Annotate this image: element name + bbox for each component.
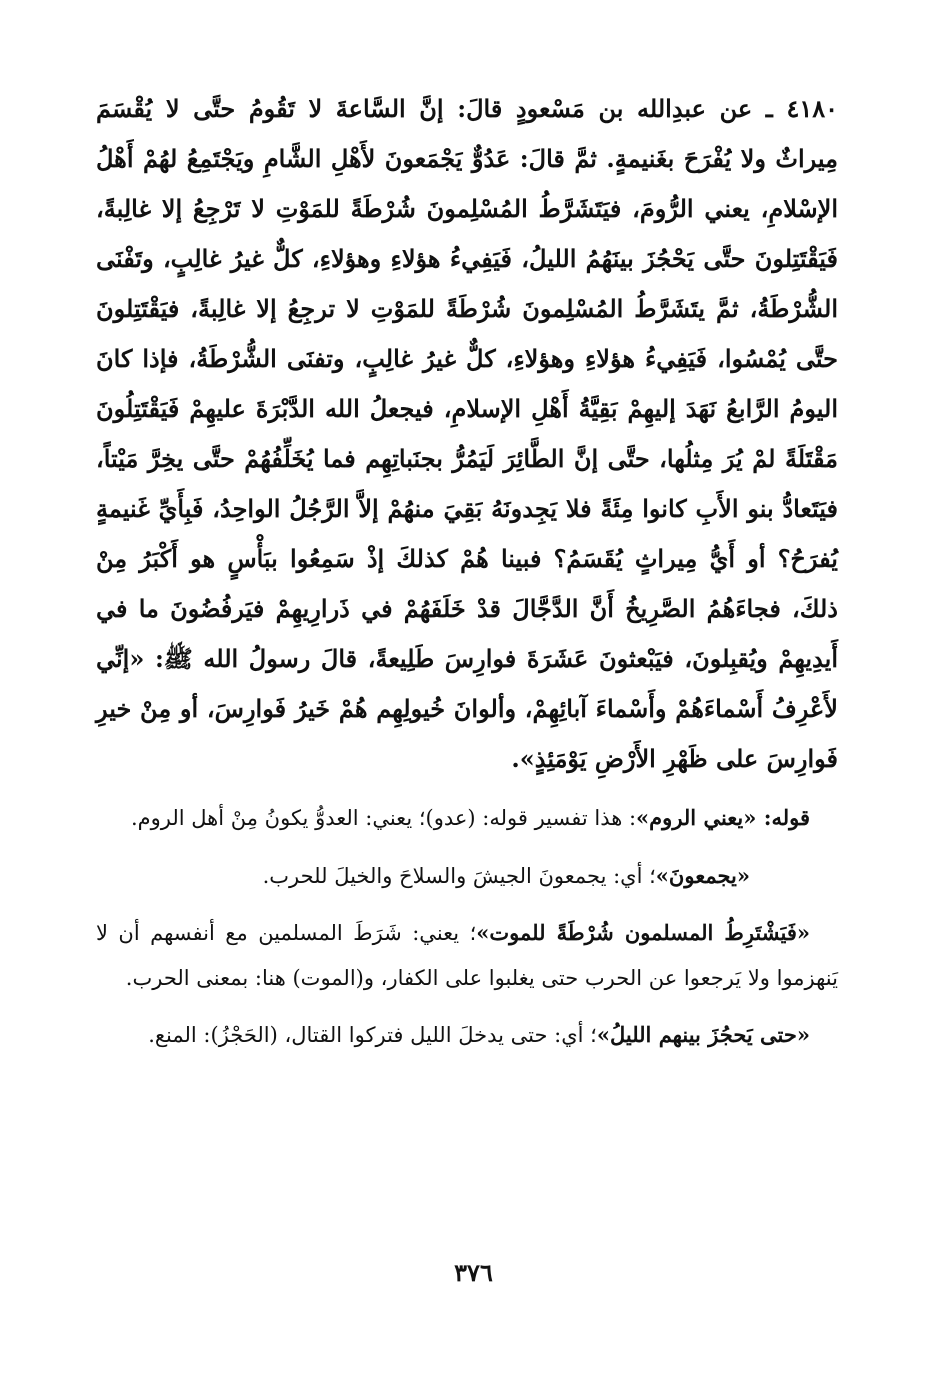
commentary-text: ؛ أي: يجمعونَ الجيشَ والسلاحَ والخيلَ للحرب. bbox=[262, 863, 656, 888]
commentary-paragraph bbox=[96, 911, 838, 1000]
commentary-text: ؛ أي: حتى يدخلَ الليل فتركوا القتال، (الحَجْزُ): المنع. bbox=[148, 1023, 597, 1047]
commentary-lemma: قوله: «يعني الروم» bbox=[636, 805, 810, 830]
page-number: ٣٧٦ bbox=[454, 1258, 493, 1287]
commentary-text: : هذا تفسير قوله: (عدو)؛ يعني: العدوُّ يكونُ مِنْ أهل الروم. bbox=[130, 806, 637, 830]
hadith-paragraph bbox=[96, 84, 838, 784]
commentary-paragraph bbox=[96, 796, 838, 841]
commentary-lemma: «فَيَشْتَرِطُ المسلمون شُرْطَةً للموت» bbox=[476, 920, 810, 945]
commentary-section bbox=[96, 796, 838, 1071]
hadith-text: ـ عن عبدِالله بن مَسْعودٍ قالَ: إنَّ السَّاعةَ لا تَقُومُ حتَّى لا يُقْسَمَ مِيراثٌ ولا يُفْرَحَ بغَنيمةٍ. ثمَّ قالَ: عَدُوٌّ يَجْمَعونَ لأَهْلِ الشَّامِ ويَجْتَمِعُ لهُمْ أَهْلُ الإسْلامِ، يعني الرُّومَ، فيَتَشَرَّطُ المُسْلِمونَ شُرْطَةً للمَوْتِ لا تَرْجِعُ إلا غالِبةً، فَيَقْتَتِلونَ حتَّى يَحْجُزَ بينَهُمُ الليلُ، فَيَفِيءُ هؤلاءِ وهؤلاءِ، كلٌّ غيرُ غالِبٍ، وتَفْنَى الشُّرْطَةُ، ثمَّ يتَشَرَّطُ المُسْلِمونَ شُرْطَةً للمَوْتِ لا ترجِعُ إلا غالِبةً، فيَقْتَتِلونَ حتَّى يُمْسُوا، فَيَفِيءُ هؤلاءِ وهؤلاءِ، كلٌّ غيرُ غالِبٍ، وتفنَى الشُّرْطَةُ، فإذا كانَ اليومُ الرَّابعُ نَهَدَ إليهِمْ بَقِيَّةُ أَهْلِ الإسلامِ، فيجعلُ الله الدَّبْرَةَ عليهِمْ فَيَقْتَتِلُونَ مَقْتَلَةً لمْ يُرَ مِثلُها، حتَّى إنَّ الطَّائِرَ لَيَمُرُّ بجنَباتِهِم فما يُخَلِّفُهُمْ حتَّى يخِرَّ مَيْتاً، فيَتَعادُّ بنو الأَبِ كانوا مِئَةً فلا يَجِدونَهُ بَقِيَ منهُمْ إلاَّ الرَّجُلُ الواحِدُ، فَبِأَيِّ غَنيمةٍ يُفرَحُ؟ أو أَيُّ مِيراثٍ يُقَسَمُ؟ فبينا هُمْ كذلكَ إذْ سَمِعُوا ببَأْسٍ هو أَكْبَرُ مِنْ ذلكَ، فجاءَهُمُ الصَّرِيخُ أَنَّ الدَّجَّالَ قدْ خَلَفَهُمْ في ذَرارِيهِمْ فيَرفُضُونَ ما في أَيدِيهِمْ ويُقبِلونَ، فيَبْعثونَ عَشَرَةَ فوارِسَ طَلِيعةً، قالَ رسولُ الله ﷺ: «إنِّي لأَعْرِفُ أَسْماءَهُمْ وأَسْماءَ آبائِهِمْ، وألوانَ خُيولِهِم هُمْ خَيرُ فَوارِسَ، أو مِنْ خيرِ فَوارِسَ على ظَهْرِ الأَرْضِ يَوْمَئِذٍ». bbox=[96, 94, 839, 773]
commentary-lemma: «حتى يَحجُزَ بينهم الليلُ» bbox=[596, 1022, 810, 1047]
commentary-text: ؛ يعني: شَرَطَ المسلمين مع أنفسهم أن لا يَنهزموا ولا يَرجعوا عن الحرب حتى يغلبوا على الكفار، و(الموت) هنا: بمعنى الحرب. bbox=[96, 921, 838, 990]
commentary-paragraph bbox=[96, 1013, 838, 1058]
commentary-lemma: «يجمعونَ» bbox=[655, 862, 750, 888]
hadith-number: ٤١٨٠ bbox=[786, 94, 839, 123]
commentary-paragraph bbox=[96, 854, 838, 899]
